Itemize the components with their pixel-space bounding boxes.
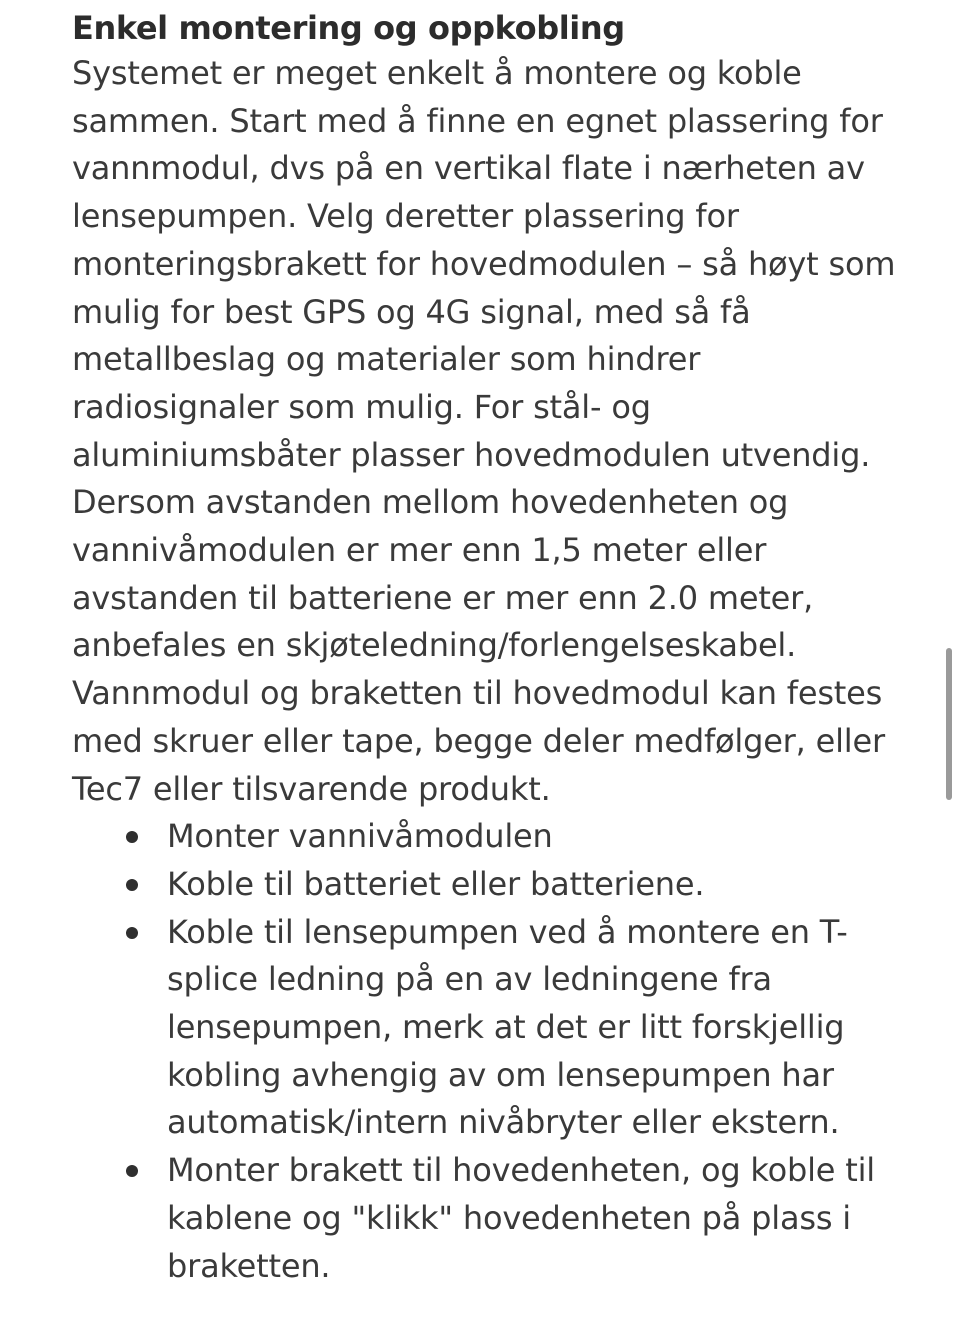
list-item-text: Monter brakett til hovedenheten, og koble til kablene og "klikk" hovedenheten på plass i braketten. bbox=[167, 1151, 875, 1285]
list-item bbox=[167, 1147, 902, 1290]
list-item bbox=[167, 909, 902, 1148]
list-item bbox=[167, 861, 902, 909]
paragraph-fastening: Vannmodul og braketten til hovedmodul kan festes med skruer eller tape, begge deler medfølger, eller Tec7 eller tilsvarende produkt. bbox=[72, 674, 885, 808]
paragraph-intro: Systemet er meget enkelt å montere og koble sammen. Start med å finne en egnet plassering for vannmodul, dvs på en vertikal flate i nærheten av lensepumpen. Velg deretter plassering for monteringsbrakett for hovedmodulen – så høyt som mulig for best GPS og 4G signal, med så få metallbeslag og materialer som hindrer radiosignaler som mulig. For stål- og aluminiumsbåter plasser hovedmodulen utvendig. bbox=[72, 54, 896, 474]
vertical-scrollbar[interactable] bbox=[946, 648, 952, 800]
list-item-text: Koble til lensepumpen ved å montere en T-splice ledning på en av ledningene fra lensepumpen, merk at det er litt forskjellig kobling avhengig av om lensepumpen har automatisk/intern nivåbryter eller ekstern. bbox=[167, 912, 848, 1142]
steps-list bbox=[72, 813, 902, 1290]
section-heading: Enkel montering og oppkobling bbox=[72, 9, 625, 47]
bullet-icon bbox=[126, 1165, 138, 1177]
list-item-text: Koble til batteriet eller batteriene. bbox=[167, 864, 705, 903]
list-item-text: Monter vannivåmodulen bbox=[167, 817, 553, 856]
list-item bbox=[167, 813, 902, 861]
article-content bbox=[72, 6, 902, 1290]
bullet-icon bbox=[126, 927, 138, 939]
bullet-icon bbox=[126, 879, 138, 891]
paragraph-distance: Dersom avstanden mellom hovedenheten og vannivåmodulen er mer enn 1,5 meter eller avstanden til batteriene er mer enn 2.0 meter, anbefales en skjøteledning/forlengelseskabel. bbox=[72, 483, 814, 665]
bullet-icon bbox=[126, 831, 138, 843]
